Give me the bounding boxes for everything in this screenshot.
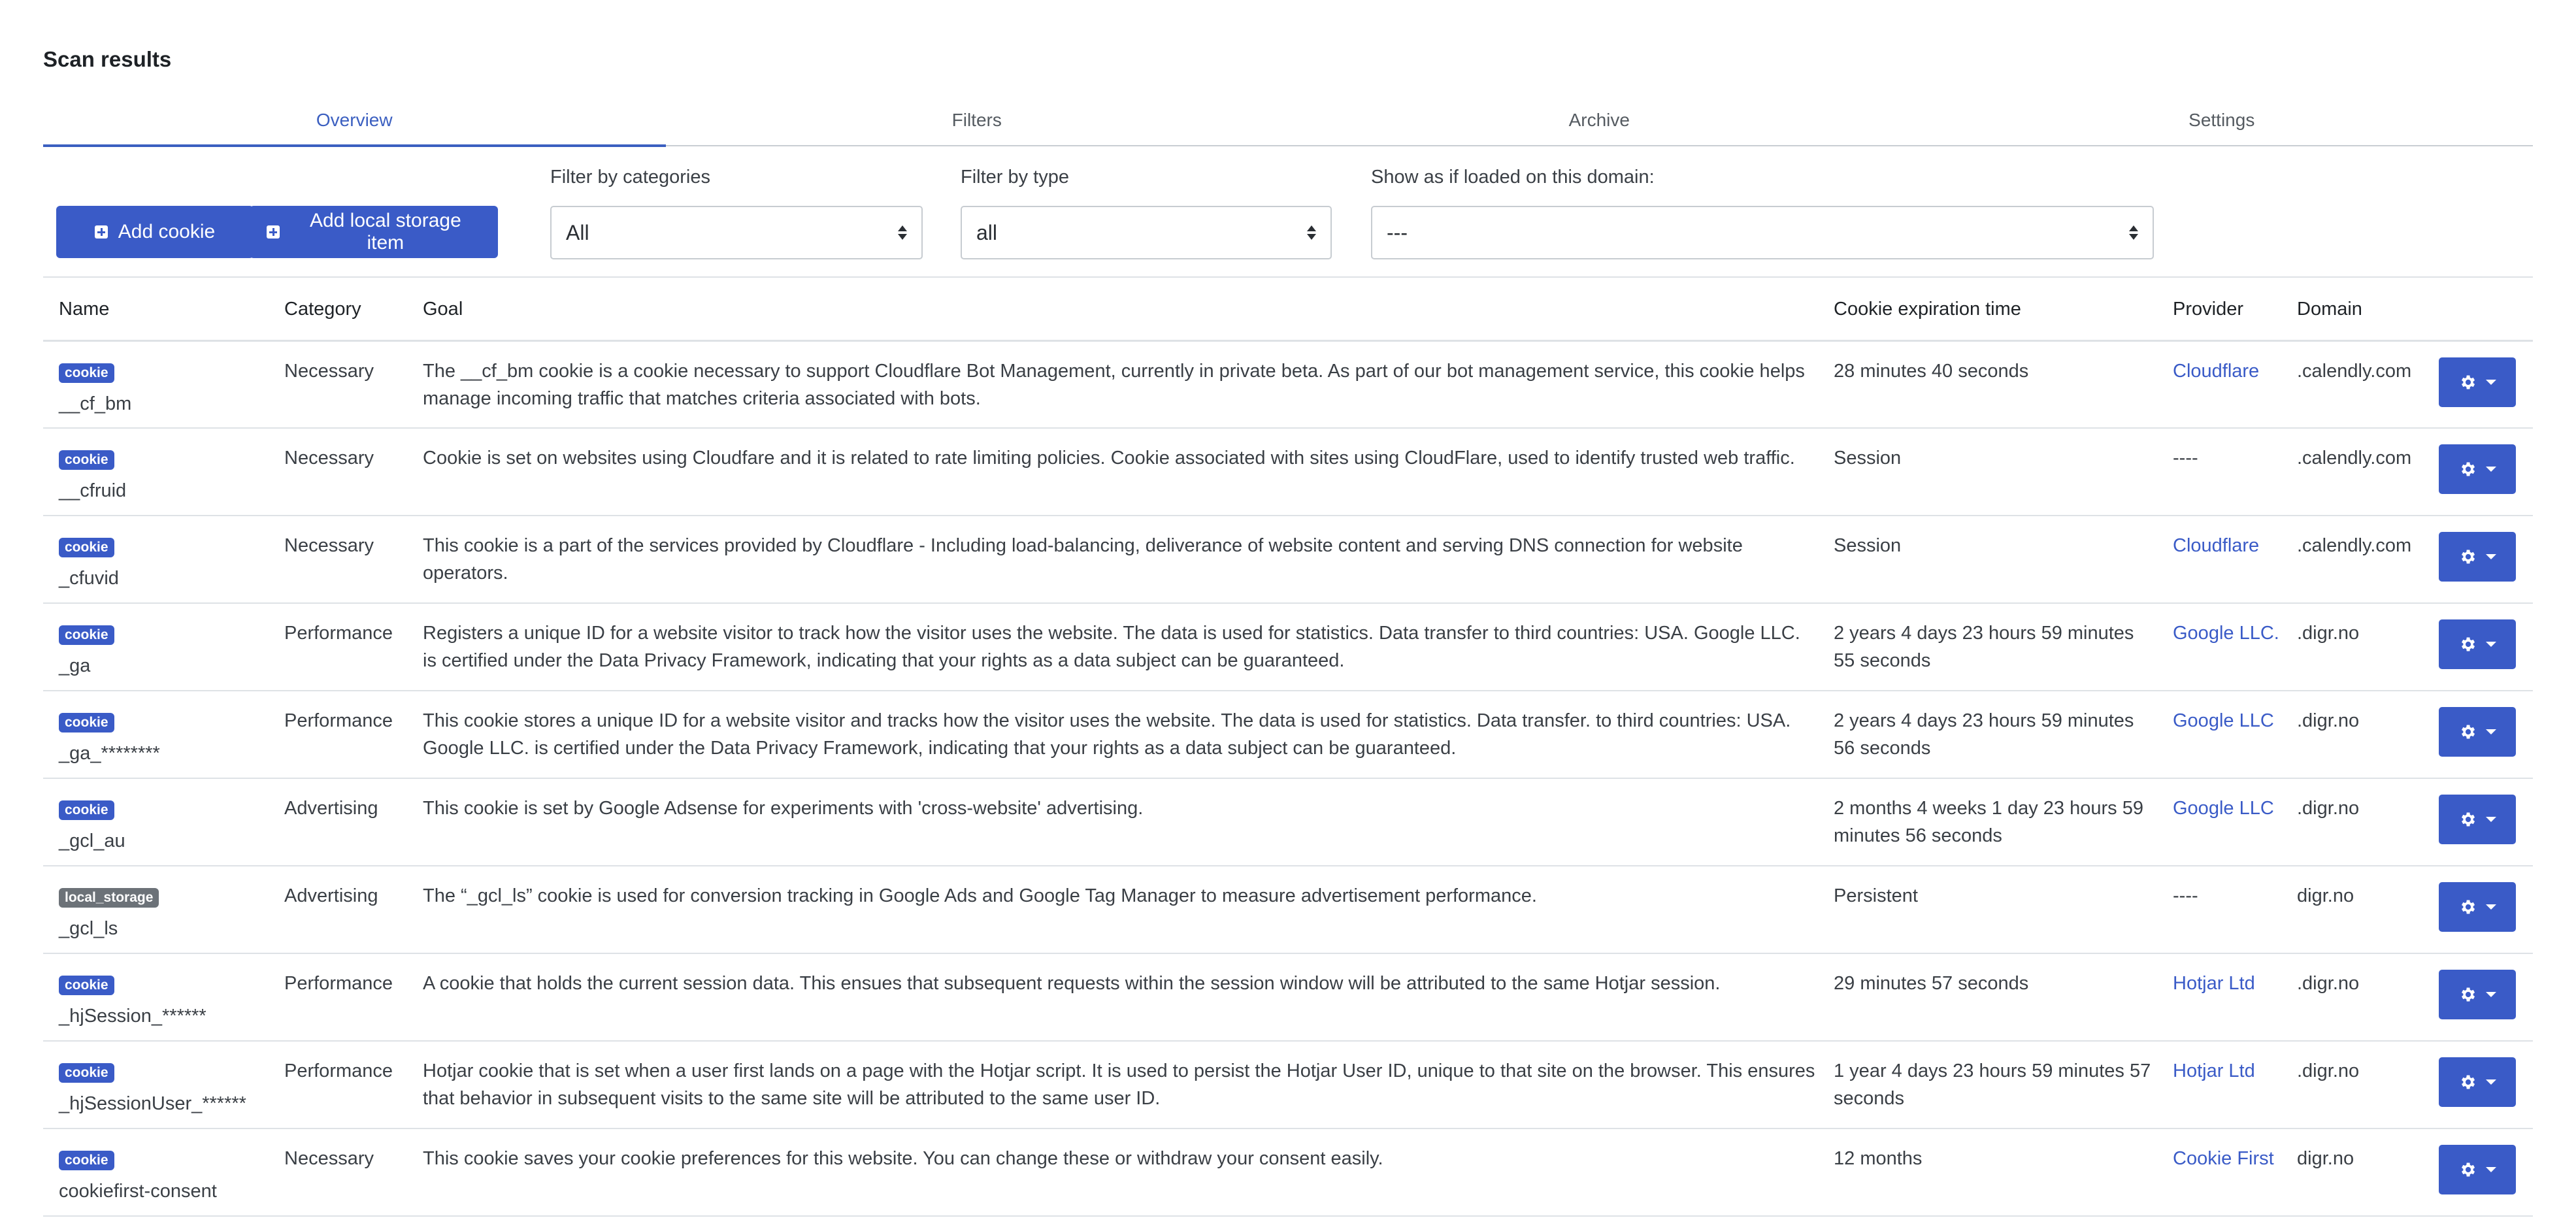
cell-name <box>43 778 269 866</box>
cell-actions <box>2424 778 2533 866</box>
cell-goal: The “_gcl_ls” cookie is used for conversion tracking in Google Ads and Google Tag Manager to measure advertisement performance. <box>407 866 1818 953</box>
add-local-storage-label: Add local storage item <box>309 210 461 254</box>
provider-link[interactable]: Google LLC <box>2173 710 2274 731</box>
cell-expiration: 12 months <box>1818 1128 2157 1216</box>
cell-goal: The __cf_bm cookie is a cookie necessary to support Cloudflare Bot Management, currently in private beta. As part of our bot management service, this cookie helps manage incoming traffic that matches criteria associated with bots. <box>407 340 1818 428</box>
row-actions-button[interactable] <box>2439 882 2516 932</box>
table-header-row <box>43 279 2533 340</box>
scan-results-table <box>43 279 2533 1217</box>
page-title: Scan results <box>43 47 172 71</box>
cookie-name: _gcl_au <box>59 831 125 851</box>
provider-link[interactable]: Hotjar Ltd <box>2173 1061 2255 1081</box>
cell-name <box>43 603 269 691</box>
cell-provider <box>2157 1128 2281 1216</box>
row-actions-button[interactable] <box>2439 1145 2516 1194</box>
cell-provider <box>2157 691 2281 778</box>
row-actions-button[interactable] <box>2439 795 2516 844</box>
cell-provider <box>2157 340 2281 428</box>
column-header-actions <box>2424 279 2533 340</box>
gear-icon <box>2458 898 2477 916</box>
table-row <box>43 428 2533 516</box>
cell-goal: Registers a unique ID for a website visitor to track how the visitor uses the website. The data is used for statistics. Data transfer to third countries: USA. Google LLC. is certified under the Data Privacy Framework, indicating that your rights as a data subject can be guaranteed. <box>407 603 1818 691</box>
column-header-name[interactable]: Name <box>43 279 269 340</box>
cell-name <box>43 428 269 516</box>
cell-actions <box>2424 866 2533 953</box>
cell-actions <box>2424 340 2533 428</box>
cell-name <box>43 691 269 778</box>
cell-provider <box>2157 778 2281 866</box>
tab-archive[interactable]: Archive <box>1568 110 1630 130</box>
column-header-goal[interactable]: Goal <box>407 279 1818 340</box>
cookie-name: _hjSessionUser_****** <box>59 1093 246 1114</box>
type-badge: cookie <box>59 976 114 995</box>
gear-icon <box>2458 1073 2477 1091</box>
provider-link: ---- <box>2173 448 2198 469</box>
caret-down-icon <box>2486 380 2496 385</box>
cell-actions <box>2424 1041 2533 1128</box>
cell-goal: This cookie is set by Google Adsense for experiments with 'cross-website' advertising. <box>407 778 1818 866</box>
cell-domain: digr.no <box>2281 1128 2424 1216</box>
type-badge: cookie <box>59 1063 114 1083</box>
caret-down-icon <box>2486 817 2496 822</box>
row-actions-button[interactable] <box>2439 532 2516 582</box>
cell-expiration: 2 years 4 days 23 hours 59 minutes 56 seconds <box>1818 691 2157 778</box>
row-actions-button[interactable] <box>2439 970 2516 1019</box>
cell-name <box>43 1128 269 1216</box>
cell-actions <box>2424 516 2533 603</box>
cell-name <box>43 953 269 1041</box>
column-header-category[interactable]: Category <box>269 279 407 340</box>
add-cookie-label: Add cookie <box>118 221 216 242</box>
cell-actions <box>2424 953 2533 1041</box>
cell-domain: .calendly.com <box>2281 516 2424 603</box>
cookie-name: __cfruid <box>59 480 127 501</box>
cell-expiration: 29 minutes 57 seconds <box>1818 953 2157 1041</box>
cell-actions <box>2424 1128 2533 1216</box>
domain-select-value: --- <box>1387 220 1408 244</box>
cell-domain: .digr.no <box>2281 953 2424 1041</box>
cell-expiration: Session <box>1818 516 2157 603</box>
cell-domain: .calendly.com <box>2281 340 2424 428</box>
column-header-domain[interactable]: Domain <box>2281 279 2424 340</box>
tab-filters[interactable]: Filters <box>951 110 1002 130</box>
cell-provider <box>2157 953 2281 1041</box>
table-row <box>43 778 2533 866</box>
cell-category: Advertising <box>269 778 407 866</box>
toolbar <box>43 167 2533 278</box>
caret-down-icon <box>2486 467 2496 472</box>
cell-expiration: Session <box>1818 428 2157 516</box>
type-badge: cookie <box>59 363 114 383</box>
add-local-storage-button[interactable] <box>250 206 498 258</box>
cell-name <box>43 516 269 603</box>
table-row <box>43 516 2533 603</box>
provider-link[interactable]: Cookie First <box>2173 1148 2274 1169</box>
filter-type-label: Filter by type <box>961 167 1069 188</box>
cookie-name: cookiefirst-consent <box>59 1181 217 1202</box>
provider-link: ---- <box>2173 885 2198 906</box>
cell-category: Necessary <box>269 340 407 428</box>
table-row <box>43 340 2533 428</box>
gear-icon <box>2458 1160 2477 1179</box>
cell-name <box>43 340 269 428</box>
cell-provider <box>2157 866 2281 953</box>
table-row <box>43 603 2533 691</box>
row-actions-button[interactable] <box>2439 707 2516 757</box>
cookie-name: _gcl_ls <box>59 918 118 939</box>
type-badge: cookie <box>59 1151 114 1170</box>
plus-square-icon <box>95 225 108 239</box>
provider-link[interactable]: Cloudflare <box>2173 535 2260 556</box>
cell-goal: This cookie saves your cookie preferences for this website. You can change these or withdraw your consent easily. <box>407 1128 1818 1216</box>
cookie-name: _ga_******** <box>59 743 160 764</box>
row-actions-button[interactable] <box>2439 1057 2516 1107</box>
type-badge: local_storage <box>59 888 159 908</box>
table-row <box>43 866 2533 953</box>
gear-icon <box>2458 548 2477 566</box>
row-actions-button[interactable] <box>2439 444 2516 494</box>
table-row <box>43 953 2533 1041</box>
gear-icon <box>2458 985 2477 1004</box>
provider-link[interactable]: Google LLC. <box>2173 623 2279 644</box>
cell-domain: digr.no <box>2281 866 2424 953</box>
caret-down-icon <box>2486 554 2496 559</box>
cell-expiration: 1 year 4 days 23 hours 59 minutes 57 seconds <box>1818 1041 2157 1128</box>
column-header-provider[interactable]: Provider <box>2157 279 2281 340</box>
cookie-name: _hjSession_****** <box>59 1006 206 1027</box>
cell-category: Necessary <box>269 1128 407 1216</box>
cell-category: Performance <box>269 953 407 1041</box>
type-badge: cookie <box>59 538 114 557</box>
type-badge: cookie <box>59 713 114 732</box>
cell-actions <box>2424 603 2533 691</box>
cell-category: Advertising <box>269 866 407 953</box>
cell-expiration: Persistent <box>1818 866 2157 953</box>
cell-name <box>43 866 269 953</box>
cell-domain: .digr.no <box>2281 691 2424 778</box>
type-badge: cookie <box>59 800 114 820</box>
cell-category: Performance <box>269 691 407 778</box>
type-badge: cookie <box>59 625 114 645</box>
provider-link[interactable]: Google LLC <box>2173 798 2274 819</box>
row-actions-button[interactable] <box>2439 619 2516 669</box>
cell-domain: .calendly.com <box>2281 428 2424 516</box>
select-arrows-icon <box>2129 225 2138 240</box>
cell-expiration: 2 years 4 days 23 hours 59 minutes 55 seconds <box>1818 603 2157 691</box>
type-badge: cookie <box>59 450 114 470</box>
cell-goal: A cookie that holds the current session data. This ensues that subsequent requests within the session window will be attributed to the same Hotjar session. <box>407 953 1818 1041</box>
caret-down-icon <box>2486 992 2496 997</box>
cell-domain: .digr.no <box>2281 603 2424 691</box>
row-actions-button[interactable] <box>2439 357 2516 407</box>
cell-domain: .digr.no <box>2281 778 2424 866</box>
table-row <box>43 1041 2533 1128</box>
cell-category: Necessary <box>269 428 407 516</box>
filter-type-value: all <box>976 220 998 244</box>
provider-link[interactable]: Cloudflare <box>2173 360 2260 382</box>
table-row <box>43 1128 2533 1216</box>
cell-name <box>43 1041 269 1128</box>
domain-select-label: Show as if loaded on this domain: <box>1371 167 1655 188</box>
provider-link[interactable]: Hotjar Ltd <box>2173 973 2255 994</box>
cookie-name: _ga <box>59 655 91 676</box>
caret-down-icon <box>2486 642 2496 647</box>
cell-category: Performance <box>269 1041 407 1128</box>
cell-provider <box>2157 516 2281 603</box>
gear-icon <box>2458 635 2477 653</box>
cookie-name: __cf_bm <box>59 393 132 414</box>
filter-type-select[interactable] <box>961 206 1332 259</box>
gear-icon <box>2458 373 2477 391</box>
caret-down-icon <box>2486 729 2496 734</box>
select-arrows-icon <box>1307 225 1316 240</box>
cell-category: Performance <box>269 603 407 691</box>
table-row <box>43 691 2533 778</box>
gear-icon <box>2458 460 2477 478</box>
cell-domain: .digr.no <box>2281 1041 2424 1128</box>
cell-expiration: 2 months 4 weeks 1 day 23 hours 59 minutes 56 seconds <box>1818 778 2157 866</box>
cookie-name: _cfuvid <box>59 568 119 589</box>
cell-expiration: 28 minutes 40 seconds <box>1818 340 2157 428</box>
cell-goal: This cookie is a part of the services provided by Cloudflare - Including load-balancing, deliverance of website content and serving DNS connection for website operators. <box>407 516 1818 603</box>
tab-settings[interactable]: Settings <box>2188 110 2255 130</box>
filter-categories-label: Filter by categories <box>550 167 710 188</box>
cell-actions <box>2424 691 2533 778</box>
gear-icon <box>2458 810 2477 829</box>
caret-down-icon <box>2486 904 2496 910</box>
cell-provider <box>2157 603 2281 691</box>
gear-icon <box>2458 723 2477 741</box>
caret-down-icon <box>2486 1079 2496 1085</box>
column-header-expiration[interactable]: Cookie expiration time <box>1818 279 2157 340</box>
caret-down-icon <box>2486 1167 2496 1172</box>
cell-provider <box>2157 1041 2281 1128</box>
cell-provider <box>2157 428 2281 516</box>
plus-square-icon <box>267 225 280 239</box>
filter-categories-select[interactable] <box>550 206 923 259</box>
domain-select[interactable] <box>1371 206 2154 259</box>
select-arrows-icon <box>898 225 907 240</box>
tab-overview[interactable]: Overview <box>43 105 666 145</box>
cell-goal: Hotjar cookie that is set when a user first lands on a page with the Hotjar script. It is used to persist the Hotjar User ID, unique to that site on the browser. This ensures that behavior in subsequent visits to the same site will be attributed to the same user ID. <box>407 1041 1818 1128</box>
cell-goal: This cookie stores a unique ID for a website visitor and tracks how the visitor uses the website. The data is used for statistics. Data transfer. to third countries: USA. Google LLC. is certified under the Data Privacy Framework, indicating that your rights as a data subject can be guaranteed. <box>407 691 1818 778</box>
filter-categories-value: All <box>566 220 589 244</box>
tab-bar <box>43 105 2533 146</box>
add-cookie-button[interactable] <box>56 206 254 258</box>
cell-actions <box>2424 428 2533 516</box>
cell-goal: Cookie is set on websites using Cloudfare and it is related to rate limiting policies. Cookie associated with sites using CloudFlare, used to identify trusted web traffic. <box>407 428 1818 516</box>
cell-category: Necessary <box>269 516 407 603</box>
